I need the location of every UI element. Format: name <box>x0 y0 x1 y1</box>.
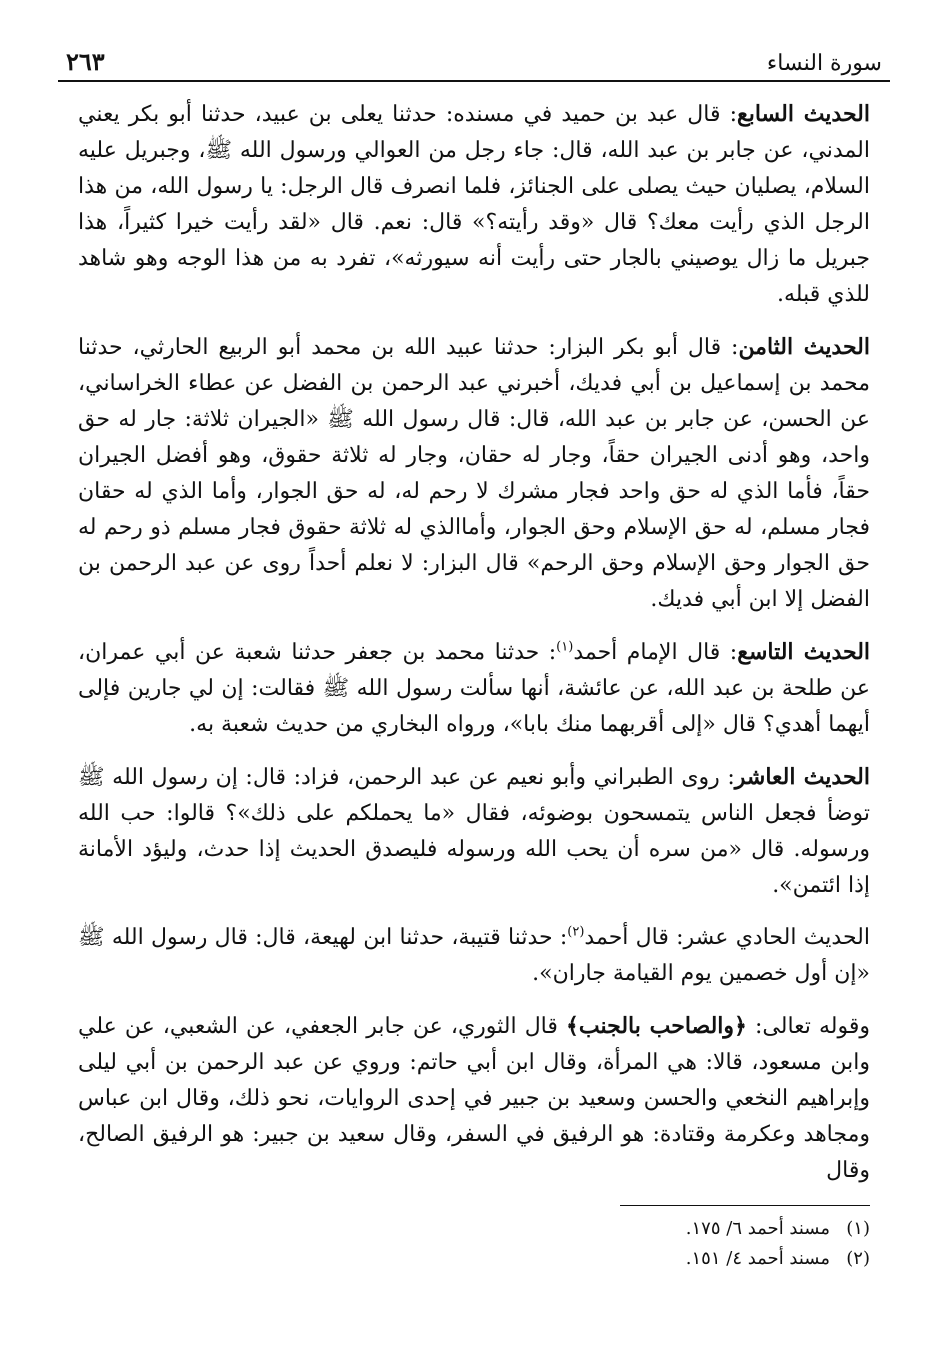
tafsir-intro: وقوله تعالى: <box>746 1014 871 1039</box>
hadith-text: : حدثنا قتيبة، حدثنا ابن لهيعة، قال: قال رسول الله ﷺ «إن أول خصمين يوم القيامة جاران». <box>78 925 870 986</box>
hadith-text: : روى الطبراني وأبو نعيم عن عبد الرحمن، فزاد: قال: إن رسول الله ﷺ توضأ فجعل الناس يتمسحون بوضوئه، فقال «ما يحملكم على ذلك»؟ قالوا: حب الله ورسوله. قال «من سره أن يحب الله ورسوله فليصدق الحديث إذا حدث، وليؤد الأمانة إذا ائتمن». <box>78 765 870 898</box>
hadith-text: : قال عبد بن حميد في مسنده: حدثنا يعلى بن عبيد، حدثنا أبو بكر يعني المدني، عن جابر بن عبد الله، قال: جاء رجل من العوالي ورسول الله ﷺ، وجبريل عليه السلام، يصليان حيث يصلى على الجنائز، فلما انصرف قال الرجل: يا رسول الله، من هذا الرجل الذي رأيت معك؟ قال «وقد رأيته؟» قال: نعم. قال «لقد رأيت خيرا كثيراً، هذا جبريل ما زال يوصيني بالجار حتى رأيت أنه سيورثه»، تفرد به من هذا الوجه وهو شاهد للذي قبله. <box>78 102 870 307</box>
hadith-text: : قال أبو بكر البزار: حدثنا عبيد الله بن محمد أبو الربيع الحارثي، حدثنا محمد بن إسماعيل بن أبي فديك، أخبرني عبد الرحمن بن الفضل عن عطاء الخراساني، عن الحسن، عن جابر بن عبد الله، قال: قال رسول الله ﷺ «الجيران ثلاثة: جار له حق واحد، وهو أدنى الجيران حقاً، وجار له حقان، وجار له ثلاثة حقوق، وهو أفضل الجيران حقاً، فأما الذي له حق واحد فجار مشرك لا رحم له، له حق الجوار، وأما الذي له حقان فجار مسلم، له حق الإسلام وحق الجوار، وأماالذي له ثلاثة حقوق فجار مسلم ذو رحم له حق الجوار وحق الإسلام وحق الرحم» قال البزار: لا نعلم أحداً روى عن عبد الرحمن بن الفضل إلا ابن أبي فديك. <box>78 335 870 612</box>
footnote-number: (٢) <box>846 1248 870 1269</box>
footnotes <box>58 1214 890 1274</box>
footnote-ref: (٢) <box>567 924 585 940</box>
hadith-8 <box>78 329 870 618</box>
footnote-ref: (١) <box>556 639 574 655</box>
hadith-pre: : قال الإمام أحمد <box>573 640 738 665</box>
footnote-2 <box>78 1244 870 1274</box>
hadith-label: الحديث الحادي عشر <box>683 925 870 950</box>
hadith-pre: : قال أحمد <box>584 925 684 950</box>
tafsir-text: قال الثوري، عن جابر الجعفي، عن الشعبي، عن علي وابن مسعود، قالا: هي المرأة، وقال ابن أبي حاتم: وروي عن عبد الرحمن بن أبي ليلى وإبراهيم النخعي والحسن وسعيد بن جبير في إحدى الروايات، نحو ذلك، وقال ابن عباس ومجاهد وعكرمة وقتادة: هو الرفيق في السفر، وقال سعيد بن جبير: هو الرفيق الصالح، وقال <box>78 1014 870 1183</box>
footnote-divider <box>620 1205 870 1206</box>
hadith-9 <box>78 634 870 743</box>
hadith-11 <box>78 920 870 992</box>
footnote-1 <box>78 1214 870 1244</box>
hadith-label: الحديث السابع <box>736 101 870 127</box>
footnote-text: مسند أحمد ٦/ ١٧٥. <box>685 1218 830 1239</box>
book-page <box>58 38 890 1338</box>
hadith-text: : حدثنا محمد بن جعفر حدثنا شعبة عن أبي عمران، عن طلحة بن عبد الله، عن عائشة، أنها سألت رسول الله ﷺ فقالت: إن لي جارين فإلى أيهما أهدي؟ قال «إلى أقربهما منك بابا»، ورواه البخاري من حديث شعبة به. <box>78 640 870 737</box>
tafsir-paragraph <box>78 1008 870 1189</box>
hadith-10 <box>78 759 870 904</box>
footnote-number: (١) <box>846 1218 870 1239</box>
hadith-label: الحديث العاشر <box>734 764 870 790</box>
hadith-7 <box>78 96 870 313</box>
page-body <box>58 96 890 1189</box>
surah-title: سورة النساء <box>766 51 882 76</box>
hadith-label: الحديث الثامن <box>738 334 871 360</box>
page-header <box>58 38 890 82</box>
page-number: ٢٦٣ <box>66 47 105 76</box>
hadith-label: الحديث التاسع <box>737 639 871 665</box>
quran-verse: ﴿والصاحب بالجنب﴾ <box>566 1013 747 1039</box>
footnote-text: مسند أحمد ٤/ ١٥١. <box>685 1248 830 1269</box>
